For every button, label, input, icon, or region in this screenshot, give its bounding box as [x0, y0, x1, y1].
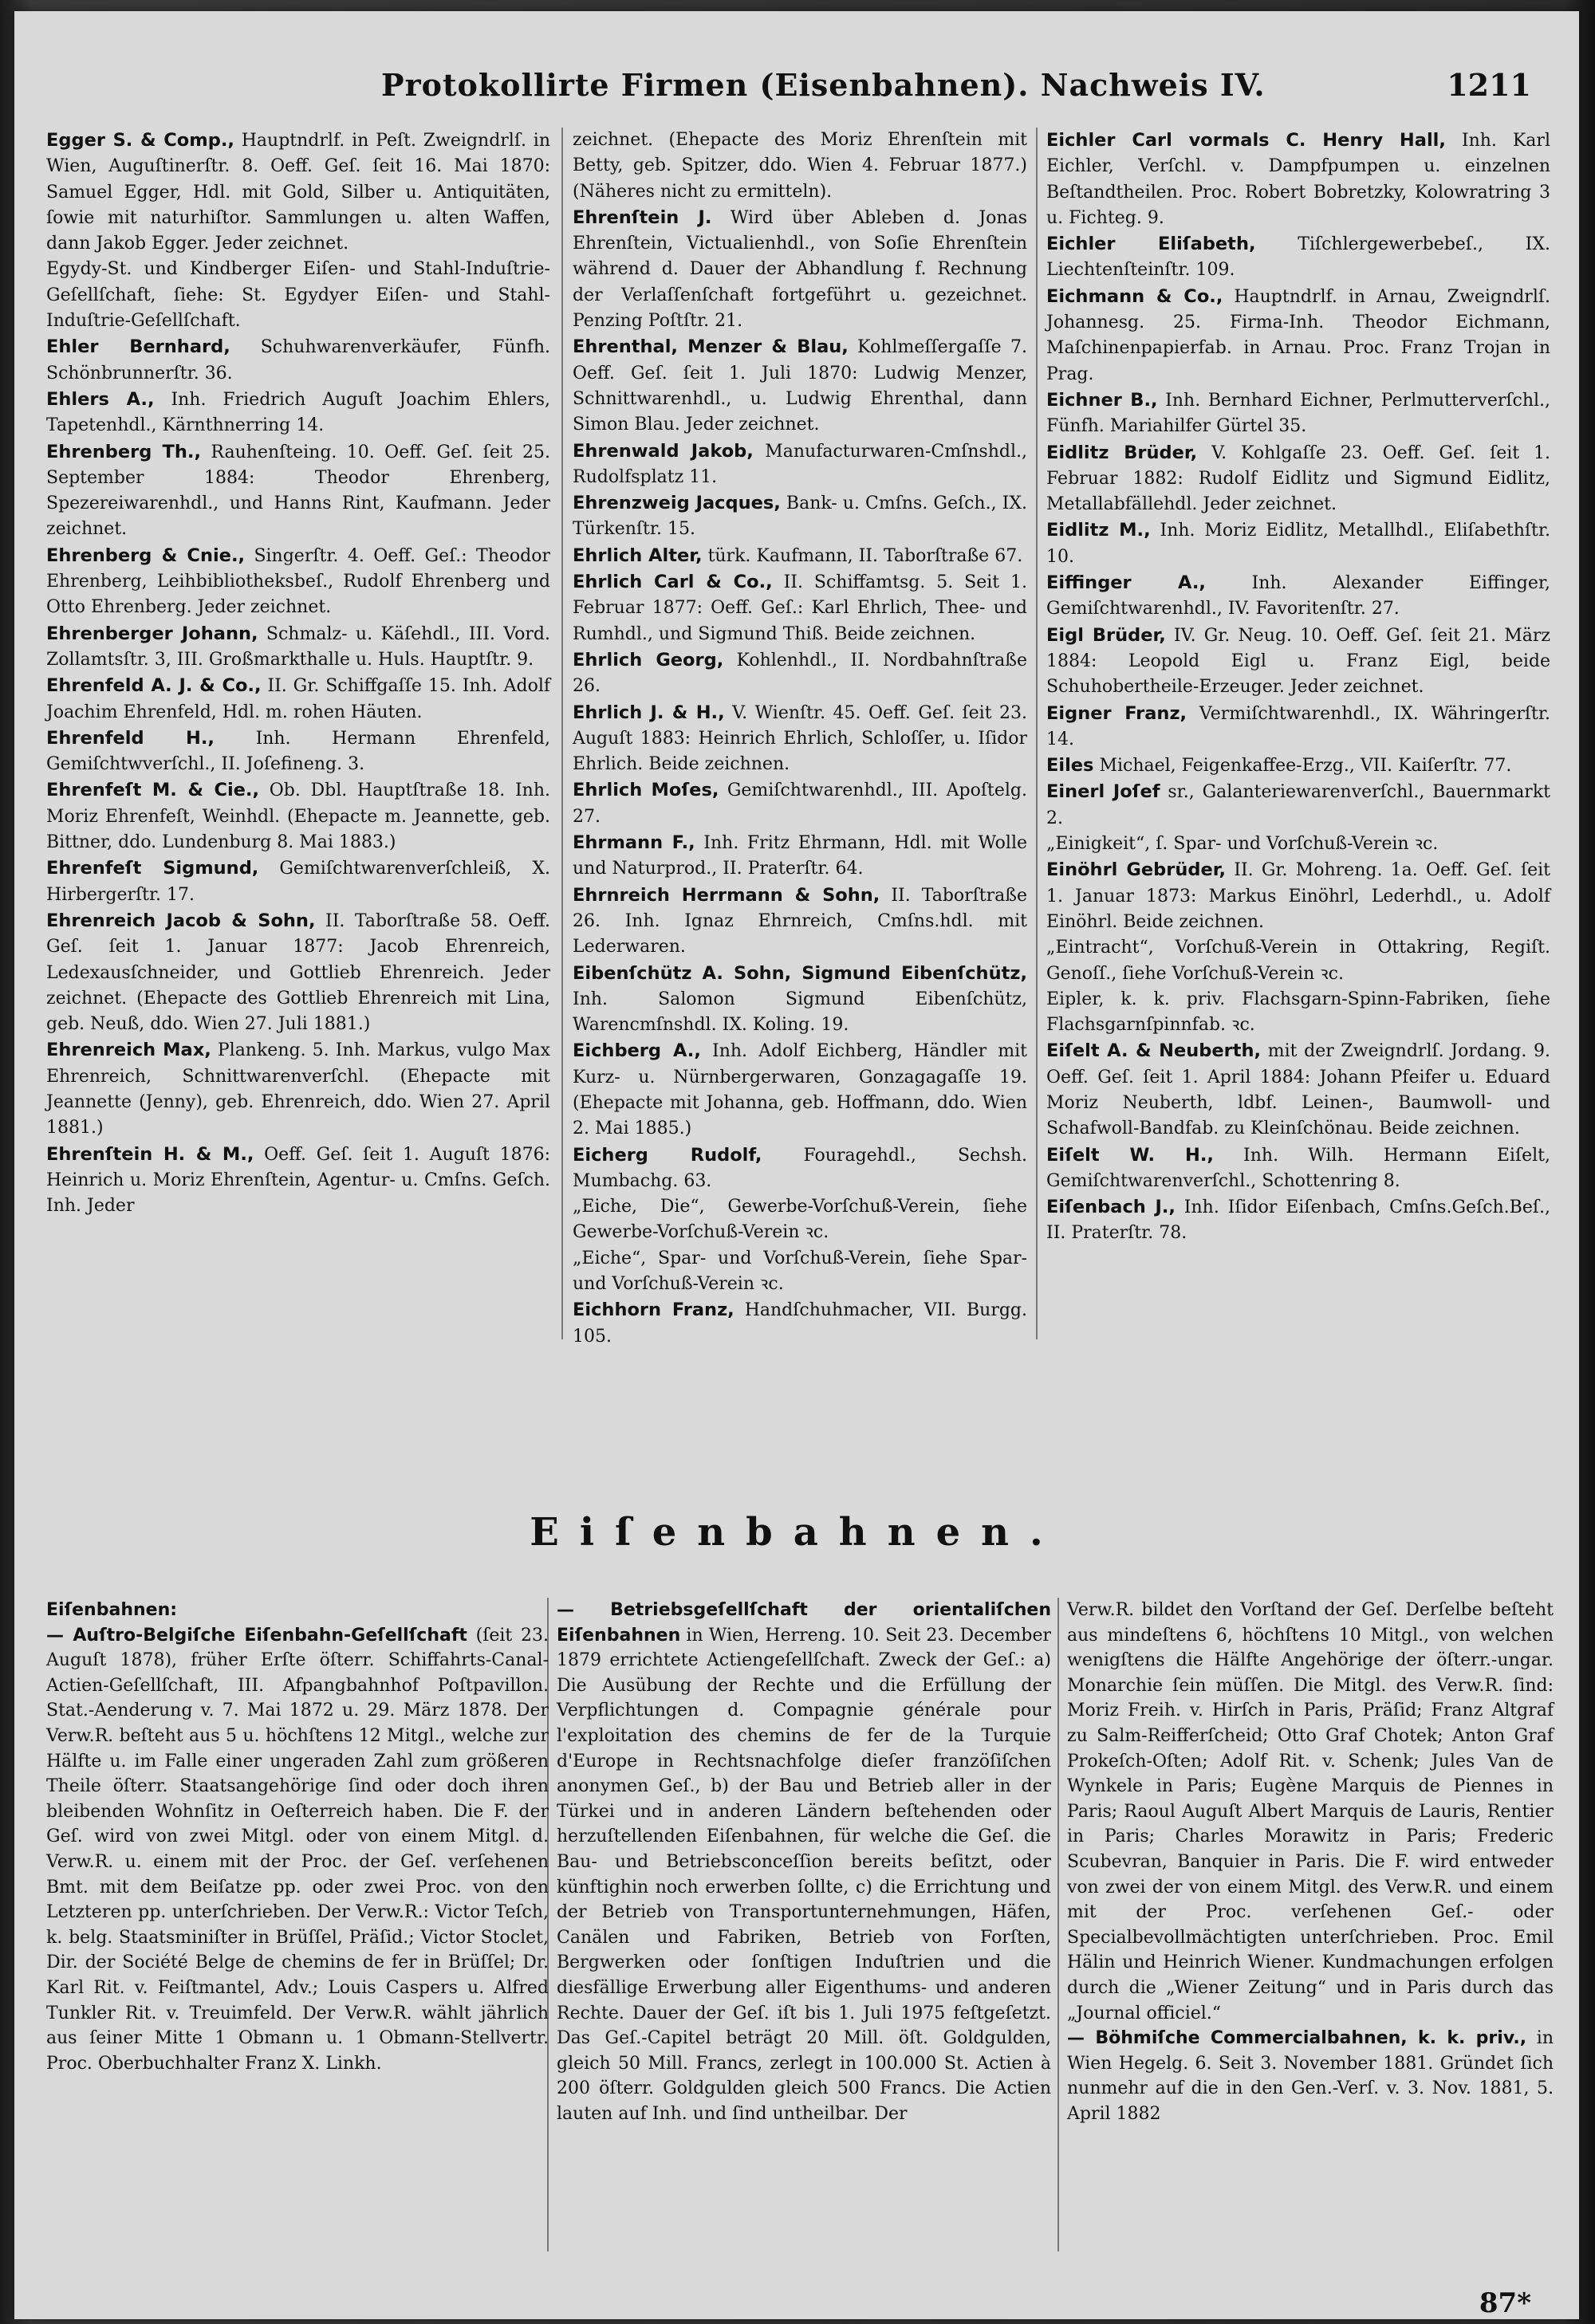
firm-name: Ehrenfeſt M. & Cie.,	[46, 780, 260, 801]
firm-entry	[46, 543, 550, 621]
firm-description: „Eintracht“, Vorſchuß-Verein in Ottakring, Regiſt. Genoſſ., ſiehe Vorſchuß-Verein ꝛc.	[1046, 938, 1550, 984]
firm-description: II. Taborſtraße 58. Oeff. Geſ. ſeit 1. Januar 1877: Jacob Ehrenreich, Ledexausſchneider, und Gottlieb Ehrenreich. Jeder zeichnet. (Ehepacte des Gottlieb Ehrenreich mit Lina, geb. Neuß, ddo. Wien 27. Juli 1881.)	[46, 910, 550, 1035]
firm-entry	[573, 1194, 1027, 1246]
firm-entry	[573, 961, 1027, 1039]
firm-name: Eidlitz Brüder,	[1046, 442, 1198, 463]
firm-description: Schmalz- u. Käſehdl., III. Vord. Zollamtsſtr. 3, III. Großmarkthalle u. Huls. Hauptſtr. 9.	[46, 623, 550, 670]
railway-description: in Wien Hegelg. 6. Seit 3. November 1881. Gründet ſich nunmehr auf die in den Gen.-Verſ. v. 3. Nov. 1881, 5. April 1882	[1067, 2028, 1554, 2124]
firm-entry	[1046, 701, 1550, 753]
firm-description: Tiſchlergewerbebeſ., IX. Liechtenſteinſtr. 109.	[1046, 234, 1550, 281]
firm-entry	[573, 1142, 1027, 1195]
firm-name: Eichmann & Co.,	[1046, 285, 1223, 307]
firm-description: zeichnet. (Ehepacte des Moriz Ehrenſtein mit Betty, geb. Spitzer, ddo. Wien 4. Februar 1877.) (Näheres nicht zu ermitteln).	[573, 130, 1027, 202]
firm-entry	[46, 387, 550, 439]
firm-name: Ehrenfeld H.,	[46, 727, 215, 749]
firm-name: Ehrenberg Th.,	[46, 441, 202, 462]
firm-description: II. Taborſtraße 26. Inh. Ignaz Ehrnreich, Cmſns.hdl. mit Lederwaren.	[573, 885, 1027, 958]
firm-entry	[1046, 231, 1550, 284]
railway-company-name: — Böhmiſche Commercialbahnen, k. k. priv.,	[1067, 2028, 1527, 2049]
page-number: 1211	[1447, 67, 1531, 103]
firm-entry	[573, 334, 1027, 438]
firm-entry	[573, 1038, 1027, 1142]
firm-name: Ehrenſtein H. & M.,	[46, 1143, 254, 1165]
firm-name: Einerl Joſef	[1046, 781, 1160, 803]
firm-entry	[46, 777, 550, 855]
railway-entry	[557, 1598, 1051, 2126]
firm-name: Eichberg A.,	[573, 1040, 701, 1062]
firm-description: Handſchuhmacher, VII. Burgg. 105.	[573, 1300, 1028, 1347]
firm-description: V. Kohlgaſſe 23. Oeff. Geſ. ſeit 1. Februar 1882: Rudolf Eidlitz und Sigmund Eidlitz, Metallabfällehdl. Jeder zeichnet.	[1046, 442, 1550, 515]
firm-description: V. Wienſtr. 45. Oeff. Geſ. ſeit 23. Auguſt 1883: Heinrich Ehrlich, Schloſſer, u. Iſidor Ehrlich. Beide zeichnen.	[573, 702, 1028, 775]
firm-entry	[1046, 1194, 1550, 1247]
firm-description: Oeff. Geſ. ſeit 1. Auguſt 1876: Heinrich u. Moriz Ehrenſtein, Agentur- u. Cmſns. Geſch. Inh. Jeder	[46, 1144, 550, 1217]
firm-description: Schuhwarenverkäufer, Fünfh. Schönbrunnerſtr. 36.	[46, 337, 550, 383]
firm-description: Plankeng. 5. Inh. Markus, vulgo Max Ehrenreich, Schnittwarenverſchl. (Ehepacte mit Jeannette (Jenny), geb. Ehrenreich, ddo. Wien 27. April 1881.)	[46, 1040, 550, 1138]
firm-entry	[573, 1246, 1027, 1298]
firm-name: Eidlitz M.,	[1046, 520, 1151, 541]
firm-description: Gemiſchtwarenverſchleiß, X. Hirbergerſtr. 17.	[46, 859, 550, 905]
firm-description: Inh. Bernhard Eichner, Perlmutterverſchl., Fünfh. Mariahilfer Gürtel 35.	[1046, 390, 1551, 437]
firm-entry	[573, 700, 1027, 778]
firm-entry	[1046, 832, 1550, 857]
firm-entry	[46, 1142, 550, 1220]
firm-description: Kohlenhdl., II. Nordbahnſtraße 26.	[573, 650, 1027, 697]
firm-description: Wird über Ableben d. Jonas Ehrenſtein, Victualienhdl., von Soſie Ehrenſtein während d. Dauer der Abhandlung f. Rechnung der Verlaſſenſchaft fortgeführt u. gezeichnet. Penzing Poſtſtr. 21.	[573, 207, 1027, 332]
railway-entry	[1067, 1598, 1554, 2026]
firm-name: Ehrenfeld A. J. & Co.,	[46, 675, 262, 697]
firm-entry	[1046, 570, 1550, 623]
firm-description: II. Gr. Mohreng. 1a. Oeff. Geſ. ſeit 1. Januar 1873: Markus Einöhrl, Lederhdl., u. Adolf Einöhrl. Beide zeichnen.	[1046, 860, 1550, 932]
firm-name: Eichler Carl vormals C. Henry Hall,	[1046, 130, 1446, 151]
firm-description: „Einigkeit“, ſ. Spar- und Vorſchuß-Verein ꝛc.	[1046, 834, 1439, 855]
railway-column-3	[1067, 1598, 1554, 2251]
firm-description: Manufacturwaren-Cmſnshdl., Rudolfsplatz 11.	[573, 441, 1027, 487]
firm-name: Ehrenreich Jacob & Sohn,	[46, 910, 316, 931]
firm-description: Kohlmeſſergaſſe 7. Oeff. Geſ. ſeit 1. Juli 1870: Ludwig Menzer, Schnittwarenhdl., u. Ludwig Ehrenthal, dann Simon Blau. Jeder zeichnet.	[573, 337, 1027, 435]
firm-description: Michael, Feigenkaffee-Erzg., VII. Kaiſerſtr. 77.	[1093, 756, 1512, 777]
firm-description: Hauptndrlf. in Peſt. Zweigndrlſ. in Wien, Auguſtinerſtr. 8. Oeff. Geſ. ſeit 16. Mai 1870: Samuel Egger, Hdl. mit Gold, Silber u. Antiquitäten, ſowie mit naturhiſtor. Sammlungen u. alten Waffen, dann Jakob Egger. Jeder zeichnet.	[46, 131, 550, 254]
page-header	[14, 67, 1579, 115]
firm-name: Ehler Bernhard,	[46, 336, 230, 358]
firm-description: Gemiſchtwarenhdl., III. Apoſtelg. 27.	[573, 781, 1027, 827]
firm-name: Eiles	[1046, 755, 1094, 777]
firm-entry	[573, 569, 1027, 647]
firm-description: II. Schiffamtsg. 5. Seit 1. Februar 1877: Oeff. Geſ.: Karl Ehrlich, Thee- und Rumhdl., und Sigmund Thiß. Beide zeichnen.	[573, 572, 1027, 644]
firm-entry	[1046, 935, 1550, 987]
firm-entry	[573, 438, 1027, 491]
firm-name: Ehrmann F.,	[573, 832, 695, 854]
firm-entry	[46, 334, 550, 387]
firm-description: türk. Kaufmann, II. Taborſtraße 67.	[702, 545, 1023, 566]
firm-entry	[573, 490, 1027, 543]
firm-description: Inh. Wilh. Hermann Eiſelt, Gemiſchtwarenverſchl., Schottenring 8.	[1046, 1145, 1550, 1191]
directory-column-2	[573, 128, 1028, 1347]
firm-description: Singerſtr. 4. Oeff. Geſ.: Theodor Ehrenberg, Leihbibliotheksbeſ., Rudolf Ehrenberg und Otto Ehrenberg. Jeder zeichnet.	[46, 545, 551, 618]
firm-description: IV. Gr. Neug. 10. Oeff. Geſ. ſeit 21. März 1884: Leopold Eigl u. Franz Eigl, beide Schuhobertheile-Erzeuger. Jeder zeichnet.	[1046, 625, 1551, 698]
firm-name: Ehrenberg & Cnie.,	[46, 545, 246, 566]
railway-entry	[46, 1598, 549, 1623]
firm-name: Ehrenſtein J.	[573, 206, 712, 228]
firm-description: Egydy-St. und Kindberger Eiſen- und Stahl-Induſtrie-Geſellſchaft, ſiehe: St. Egydyer Eiſen- und Stahl-Induſtrie-Geſellſchaft.	[46, 259, 550, 332]
firm-entry	[46, 908, 550, 1037]
firm-description: Ob. Dbl. Hauptſtraße 18. Inh. Moriz Ehrenfeſt, Weinhdl. (Ehepacte m. Jeannette, geb. Bittner, ddo. Lundenburg 8. Mai 1883.)	[46, 781, 550, 853]
firm-name: Eichler Eliſabeth,	[1046, 234, 1256, 255]
firm-name: Eiſelt A. & Neuberth,	[1046, 1040, 1262, 1062]
railway-entry	[1067, 2026, 1554, 2126]
firm-name: Ehrnreich Herrmann & Sohn,	[573, 884, 880, 906]
running-title: Protokollirte Firmen (Eisenbahnen). Nachweis IV.	[381, 67, 1266, 103]
firm-description: Inh. Karl Eichler, Verſchl. v. Dampfpumpen u. einzelnen Beſtandtheilen. Proc. Robert Bobretzky, Kolowratring 3 u. Fichteg. 9.	[1046, 131, 1550, 228]
firm-entry	[46, 673, 550, 726]
firm-description: Eipler, k. k. priv. Flachsgarn-Spinn-Fabriken, ſiehe Flachsgarnſpinnfab. ꝛc.	[1046, 989, 1550, 1036]
firm-name: Ehrenwald Jakob,	[573, 440, 754, 462]
firm-name: Ehlers A.,	[46, 388, 155, 410]
column-divider-1	[561, 128, 563, 1339]
firm-entry	[46, 621, 550, 674]
firm-name: Eiffinger A.,	[1046, 572, 1206, 594]
firm-name: Ehrenfeſt Sigmund,	[46, 858, 259, 879]
section-title: Eiſenbahnen.	[530, 1510, 1064, 1555]
firm-name: Eicherg Rudolf,	[573, 1144, 762, 1166]
firm-entry	[573, 128, 1027, 205]
firm-name: Einöhrl Gebrüder,	[1046, 859, 1227, 881]
firm-name: Ehrlich Alter,	[573, 545, 703, 566]
firm-entry	[46, 257, 550, 334]
bottom-column-divider-2	[1057, 1598, 1059, 2251]
firm-name: Ehrlich Moſes,	[573, 780, 719, 801]
document-page	[14, 11, 1579, 2319]
firm-name: Ehrenreich Max,	[46, 1040, 211, 1061]
railway-company-name: — Auſtro-Belgiſche Eiſenbahn-Geſellſchaft	[46, 1625, 467, 1646]
firm-description: Inh. Salomon Sigmund Eibenſchütz, Warencmſnshdl. IX. Koling. 19.	[573, 989, 1027, 1036]
firm-description: Vermiſchtwarenhdl., IX. Währingerſtr. 14.	[1046, 703, 1550, 749]
firm-entry	[46, 1037, 550, 1141]
firm-entry	[573, 1297, 1027, 1350]
firm-name: Eibenſchütz A. Sohn, Sigmund Eibenſchütz,	[573, 962, 1027, 984]
firm-description: Hauptndrlf. in Arnau, Zweigndrlſ. Johannesg. 25. Firma-Inh. Theodor Eichmann, Maſchinenpapierfab. in Arnau. Proc. Franz Trojan in Prag.	[1046, 286, 1550, 384]
firm-name: Eigner Franz,	[1046, 702, 1187, 724]
firm-entry	[1046, 517, 1550, 570]
firm-entry	[573, 883, 1027, 961]
firm-description: „Eiche, Die“, Gewerbe-Vorſchuß-Verein, ſiehe Gewerbe-Vorſchuß-Verein ꝛc.	[573, 1197, 1027, 1243]
railway-column-1	[46, 1598, 549, 2251]
firm-entry	[46, 726, 550, 778]
firm-description: „Eiche“, Spar- und Vorſchuß-Verein, ſiehe Spar- und Vorſchuß-Verein ꝛc.	[573, 1248, 1027, 1295]
signature-mark: 87*	[1479, 2287, 1531, 2319]
directory-column-3	[1046, 128, 1550, 1339]
firm-description: Inh. Adolf Eichberg, Händler mit Kurz- u. Nürnbergerwaren, Gonzagagaſſe 19. (Ehepacte mit Johanna, geb. Hoffmann, ddo. Wien 2. Mai 1885.)	[573, 1041, 1028, 1139]
firm-entry	[46, 855, 550, 908]
railway-entry	[46, 1623, 549, 2077]
firm-name: Eiſenbach J.,	[1046, 1197, 1176, 1218]
firm-name: Ehrenzweig Jacques,	[573, 493, 781, 514]
railway-description: (ſeit 23. Auguſt 1878), früher Erſte öſterr. Schiffahrts-Canal-Actien-Geſellſchaft, III. Afpangbahnhof Poſtpavillon. Stat.-Aenderung v. 7. Mai 1872 u. 29. März 1878. Der Verw.R. beſteht aus 5 u. höchſtens 12 Mitgl., welche zur Hälfte u. im Falle einer ungeraden Zahl zum größeren Theile öſterr. Staatsangehörige ſind oder doch ihren bleibenden Wohnſitz in Oeſterreich haben. Die F. der Geſ. wird von zwei Mitgl. oder von einem Mitgl. d. Verw.R. u. einem mit der Proc. der Geſ. verſehenen Bmt. mit dem Beiſatze pp. oder zwei Proc. von den Letzteren pp. unterſchrieben. Der Verw.R.: Victor Teſch, k. belg. Staatsminiſter in Brüſſel, Präſid.; Victor Stoclet, Dir. der Société Belge de chemins de fer in Brüſſel; Dr. Karl Rit. v. Feiſtmantel, Adv.; Louis Caspers u. Alfred Tunkler Rit. v. Treuimfeld. Der Verw.R. wählt jährlich aus ſeiner Mitte 1 Obmann u. 1 Obmann-Stellvertr. Proc. Oberbuchhalter Franz X. Linkh.	[46, 1625, 549, 2074]
firm-name: Eichner B.,	[1046, 389, 1158, 411]
firm-description: mit der Zweigndrlſ. Jordang. 9. Oeff. Geſ. ſeit 1. April 1884: Johann Pfeifer u. Eduard Moriz Neuberth, ldbf. Leinen-, Baumwoll- und Schafwoll-Bandfab. zu Kleinſchönau. Beide zeichnen.	[1046, 1041, 1550, 1139]
firm-description: Inh. Iſidor Eiſenbach, Cmſns.Geſch.Beſ., II. Praterſtr. 78.	[1046, 1197, 1550, 1244]
firm-name: Ehrlich Georg,	[573, 649, 724, 670]
firm-name: Ehrenthal, Menzer & Blau,	[573, 336, 849, 358]
firm-name: Ehrlich Carl & Co.,	[573, 572, 773, 593]
railway-description: Verw.R. bildet den Vorſtand der Geſ. Derſelbe beſteht aus mindeſtens 6, höchſtens 10 Mitgl., von welchen wenigſtens die Hälfte Angehörige der öſterr.-ungar. Monarchie ſein müſſen. Die Mitgl. des Verw.R. ſind: Moriz Freih. v. Hirſch in Paris, Präſid; Franz Altgraf zu Salm-Reifferſcheid; Otto Graf Chotek; Anton Graf Prokeſch-Oſten; Adolf Rit. v. Schenk; Jules Van de Wynkele in Paris; Eugène Marquis de Piennes in Paris; Raoul Auguſt Albert Marquis de Lauris, Rentier in Paris; Charles Morawitz in Paris; Frederic Scubevran, Banquier in Paris. Die F. wird entweder von zwei der von einem Mitgl. des Verw.R. und einem mit der Proc. verſehenen Geſ.- oder Specialbevollmächtigten unterſchrieben. Proc. Emil Hälin und Heinrich Wiener. Kundmachungen erfolgen durch die „Wiener Zeitung“ und in Paris durch das „Journal officiel.“	[1067, 1600, 1554, 2023]
railway-company-name: Eiſenbahnen:	[46, 1600, 178, 1620]
firm-description: Rauhenſteing. 10. Oeff. Geſ. ſeit 25. September 1884: Theodor Ehrenberg, Spezereiwarenhdl., und Hanns Rint, Kaufmann. Jeder zeichnet.	[46, 442, 551, 540]
firm-entry	[1046, 987, 1550, 1039]
railway-company-name: — Betriebsgeſellſchaft der orientaliſchen Eiſenbahnen	[557, 1600, 1051, 1646]
firm-entry	[573, 543, 1027, 569]
firm-entry	[1046, 857, 1550, 935]
firm-name: Eigl Brüder,	[1046, 624, 1166, 646]
column-divider-2	[1036, 128, 1038, 1339]
firm-entry	[1046, 387, 1550, 440]
firm-description: Inh. Friedrich Auguſt Joachim Ehlers, Tapetenhdl., Kärnthnerring 14.	[46, 389, 550, 436]
firm-entry	[573, 205, 1027, 334]
firm-description: II. Gr. Schiffgaſſe 15. Inh. Adolf Joachim Ehrenfeld, Hdl. m. rohen Häuten.	[46, 676, 550, 722]
firm-description: Inh. Fritz Ehrmann, Hdl. mit Wolle und Naturprod., II. Praterſtr. 64.	[573, 833, 1028, 879]
firm-entry	[1046, 284, 1550, 387]
firm-entry	[1046, 1038, 1550, 1142]
firm-entry	[573, 830, 1027, 883]
firm-name: Eichhorn Franz,	[573, 1300, 734, 1321]
firm-description: sr., Galanteriewarenverſchl., Bauernmarkt 2.	[1046, 782, 1550, 828]
firm-entry	[1046, 1142, 1550, 1195]
firm-entry	[1046, 440, 1550, 518]
firm-name: Ehrenberger Johann,	[46, 623, 258, 644]
firm-description: Inh. Hermann Ehrenfeld, Gemiſchtwverſchl., II. Joſefineng. 3.	[46, 728, 550, 775]
railway-description: in Wien, Herreng. 10. Seit 23. December 1879 errichtete Actiengeſellſchaft. Zweck der Geſ.: a) Die Ausübung der Rechte und die Erfüllung der Verpflichtungen d. Compagnie générale pour l'exploitation des chemins de fer de la Turquie d'Europe in Rechtsnachfolge dieſer franzöſiſchen anonymen Geſ., b) der Bau und Betrieb aller in der Türkei und in anderen Ländern beſtehenden oder herzuſtellenden Eiſenbahnen, für welche die Geſ. die Bau- und Betriebsconceſſion bereits beſitzt, oder künftighin noch erwerben ſollte, c) die Errichtung und der Betrieb von Transportunternehmungen, Häfen, Canälen und Fabriken, Betrieb von Forſten, Bergwerken oder ſonſtigen Induſtrien und die diesfällige Erwerbung aller Eigenthums- und anderen Rechte. Dauer der Geſ. iſt bis 1. Juli 1975 feſtgeſetzt. Das Geſ.-Capitel beträgt 20 Mill. öſt. Goldgulden, gleich 50 Mill. Francs, zerlegt in 100.000 St. Actien à 200 öſterr. Goldgulden gleich 500 Francs. Die Actien lauten auf Inh. und ſind untheilbar. Der	[557, 1625, 1051, 2124]
firm-entry	[1046, 128, 1550, 231]
railway-column-2	[557, 1598, 1051, 2251]
firm-entry	[573, 647, 1027, 700]
firm-description: Fouragehdl., Sechsh. Mumbachg. 63.	[573, 1145, 1027, 1191]
directory-column-1	[46, 128, 550, 1339]
firm-entry	[1046, 779, 1550, 832]
firm-entry	[573, 777, 1027, 830]
firm-entry	[46, 439, 550, 543]
firm-entry	[1046, 753, 1550, 779]
firm-description: Inh. Moriz Eidlitz, Metallhdl., Eliſabethſtr. 10.	[1046, 521, 1550, 567]
firm-name: Eiſelt W. H.,	[1046, 1144, 1214, 1166]
firm-description: Bank- u. Cmſns. Geſch., IX. Türkenſtr. 15.	[573, 494, 1027, 540]
firm-description: Inh. Alexander Eiffinger, Gemiſchtwarenhdl., IV. Favoritenſtr. 27.	[1046, 573, 1550, 619]
firm-name: Egger S. & Comp.,	[46, 130, 234, 151]
firm-name: Ehrlich J. & H.,	[573, 702, 725, 723]
firm-entry	[46, 128, 550, 257]
firm-entry	[1046, 623, 1550, 701]
